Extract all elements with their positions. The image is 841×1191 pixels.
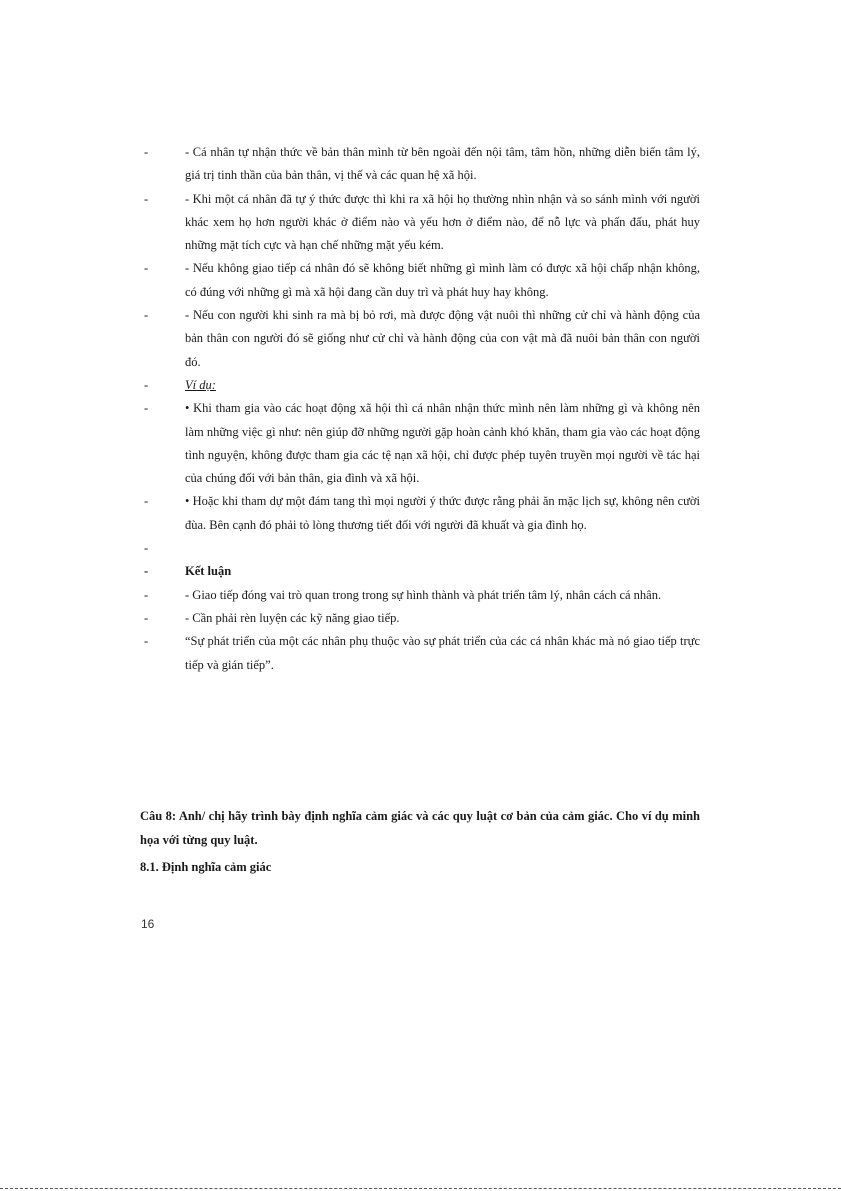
list-item [140,188,700,258]
list-marker: - [144,145,149,159]
list-marker: - [144,634,149,649]
list-item-text: - Cần phải rèn luyện các kỹ năng giao tiếp. [185,610,400,625]
list-item-text: • Hoặc khi tham dự một đám tang thì mọi người ý thức được rằng phải ăn mặc lịch sự, không nên cười đùa. Bên cạnh đó phải tỏ lòng thương tiết đối với người đã khuất và gia đình họ. [185,494,700,532]
list-marker: - [144,610,149,625]
list-item [140,490,700,537]
empty-list-item [140,537,700,560]
list-item [140,630,700,677]
page-number: 16 [141,917,155,931]
list-item [140,141,700,188]
list-item-text: - Nếu không giao tiếp cá nhân đó sẽ không biết những gì mình làm có được xã hội chấp nhận không, có đúng với những gì mà xã hội đang cần duy trì và phát huy hay không. [185,261,700,299]
list-item [140,257,700,304]
list-item-text: “Sự phát triển của một các nhân phụ thuộc vào sự phát triển của các cá nhân khác mà nó giao tiếp trực tiếp và gián tiếp”. [185,634,700,672]
list-item [140,397,700,490]
list-marker: - [144,541,149,556]
list-item [140,607,700,630]
list-marker: - [144,587,149,602]
list-item [140,584,700,607]
list-marker: - [144,191,149,206]
list-item-text: • Khi tham gia vào các hoạt động xã hội thì cá nhân nhận thức mình nên làm những gì và không nên làm những việc gì như: nên giúp đỡ những người gặp hoàn cảnh khó khăn, tham gia vào các hoạt động tình nguyện, không được tham gia các tệ nạn xã hội, chỉ được phép tuyên truyền mọi người về tác hại của chúng đối với bản thân, gia đình và xã hội. [185,401,700,486]
list-item-text: - Khi một cá nhân đã tự ý thức được thì khi ra xã hội họ thường nhìn nhận và so sánh mình với người khác xem họ hơn người khác ở điểm nào và yếu hơn ở điểm nào, để nỗ lực và phấn đấu, phát huy những mặt tích cực và hạn chế những mặt yếu kém. [185,191,700,253]
list-item-text: - Nếu con người khi sinh ra mà bị bỏ rơi, mà được động vật nuôi thì những cử chỉ và hành động của bản thân con người đó sẽ giống như cử chỉ và hành động của con vật mà đã nuôi bản thân con người đó. [185,308,700,369]
list-item-text: - Giao tiếp đóng vai trò quan trong trong sự hình thành và phát triển tâm lý, nhân cách cá nhân. [185,587,662,602]
list-marker: - [144,377,149,392]
conclusion-heading [140,560,700,583]
list-item-text: - Cá nhân tự nhận thức về bản thân mình từ bên ngoài đến nội tâm, tâm hồn, những diễn biến tâm lý, giá trị tinh thần của bản thân, vị thế và các quan hệ xã hội. [185,145,700,183]
list-marker: - [144,401,149,416]
example-heading [140,374,700,397]
section-title: 8.1. Định nghĩa cảm giác [140,860,272,874]
list-item [140,304,700,374]
example-heading-text: Ví dụ: [185,377,216,392]
conclusion-heading-text: Kết luận [185,564,232,579]
bullet-list [140,141,700,677]
question-heading: Câu 8: Anh/ chị hãy trình bày định nghĩa cảm giác và các quy luật cơ bản của cảm giác. Cho ví dụ minh họa với từng quy luật. [140,809,700,847]
page-bottom-edge [0,1188,841,1189]
list-marker: - [144,261,149,276]
list-marker: - [144,494,149,509]
list-marker: - [144,308,149,323]
list-marker: - [144,564,149,579]
